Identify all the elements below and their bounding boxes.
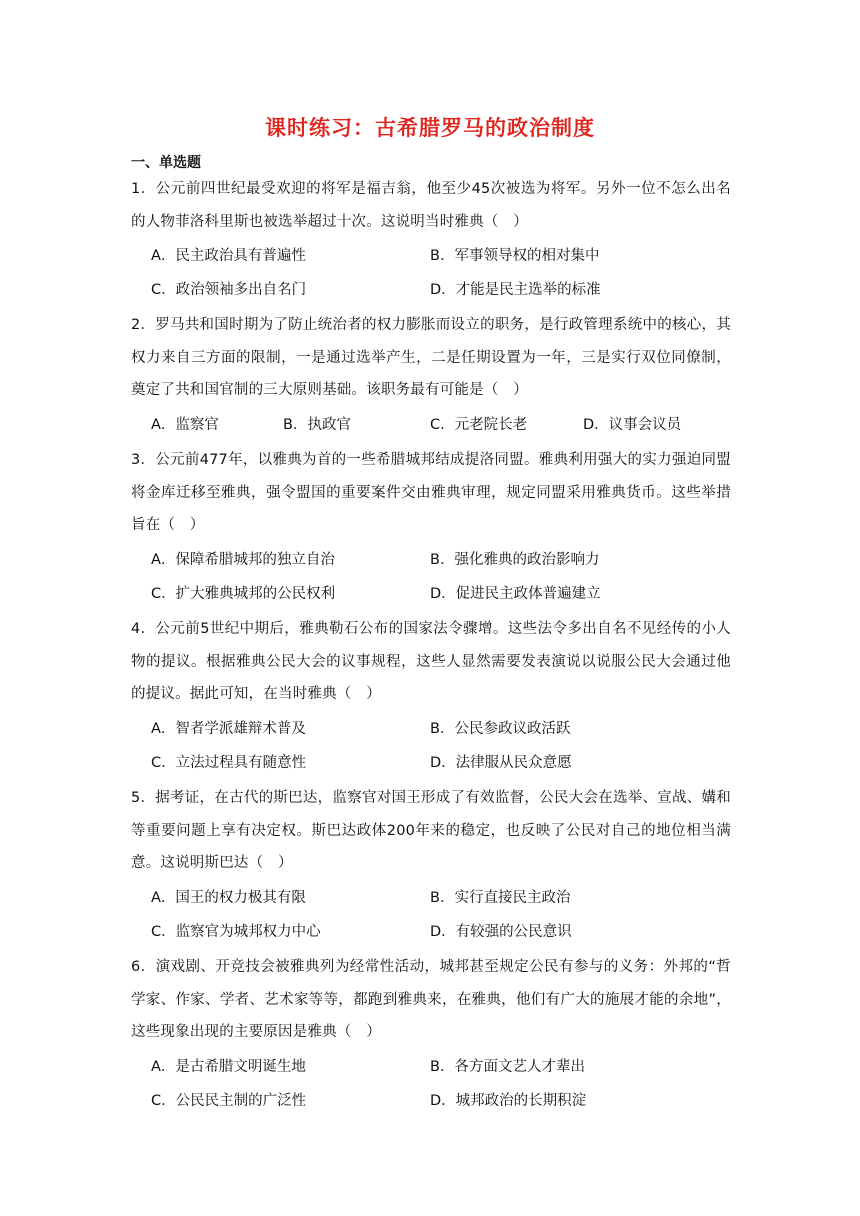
question-6-option-c[interactable]: C．公民民主制的广泛性 xyxy=(151,1093,307,1109)
question-1-option-d[interactable]: D．才能是民主选举的标准 xyxy=(430,282,601,298)
question-4-option-d[interactable]: D．法律服从民众意愿 xyxy=(430,755,572,771)
question-1-option-c[interactable]: C．政治领袖多出自名门 xyxy=(151,282,307,298)
page-title: 课时练习：古希腊罗马的政治制度 xyxy=(265,116,595,140)
question-5-option-d[interactable]: D．有较强的公民意识 xyxy=(430,924,572,940)
question-6-stem: 6．演戏剧、开竞技会被雅典列为经常性活动，城邦甚至规定公民有参与的义务：外邦的“哲学家、作家、学者、艺术家等等，都跑到雅典来，在雅典，他们有广大的施展才能的余地”，这些现象出现的主要原因是雅典（ ） xyxy=(131,959,731,1040)
question-3-option-b[interactable]: B．强化雅典的政治影响力 xyxy=(430,552,600,568)
question-2-option-a[interactable]: A．监察官 xyxy=(151,417,219,433)
question-1-stem: 1．公元前四世纪最受欢迎的将军是福吉翁，他至少45次被选为将军。另外一位不怎么出名的人物菲洛科里斯也被选举超过十次。这说明当时雅典（ ） xyxy=(131,181,731,230)
question-4-option-c[interactable]: C．立法过程具有随意性 xyxy=(151,755,307,771)
section-heading: 一、单选题 xyxy=(131,155,201,171)
question-6-option-d[interactable]: D．城邦政治的长期积淀 xyxy=(430,1093,587,1109)
question-3-option-a[interactable]: A．保障希腊城邦的独立自治 xyxy=(151,552,335,568)
question-5-option-c[interactable]: C．监察官为城邦权力中心 xyxy=(151,924,321,940)
question-5-stem: 5．据考证，在古代的斯巴达，监察官对国王形成了有效监督，公民大会在选举、宣战、媾和等重要问题上享有决定权。斯巴达政体200年来的稳定，也反映了公民对自己的地位相当满意。这说明斯巴达（ ） xyxy=(131,790,731,871)
question-1-option-b[interactable]: B．军事领导权的相对集中 xyxy=(430,248,600,264)
question-5-option-b[interactable]: B．实行直接民主政治 xyxy=(430,890,571,906)
question-5-option-a[interactable]: A．国王的权力极其有限 xyxy=(151,890,306,906)
question-6-option-b[interactable]: B．各方面文艺人才辈出 xyxy=(430,1059,585,1075)
question-4-option-b[interactable]: B．公民参政议政活跃 xyxy=(430,721,571,737)
question-3-option-d[interactable]: D．促进民主政体普遍建立 xyxy=(430,586,601,602)
question-3-option-c[interactable]: C．扩大雅典城邦的公民权利 xyxy=(151,586,336,602)
question-2-stem: 2．罗马共和国时期为了防止统治者的权力膨胀而设立的职务，是行政管理系统中的核心，其权力来自三方面的限制，一是通过选举产生，二是任期设置为一年，三是实行双位同僚制，奠定了共和国官制的三大原则基础。该职务最有可能是（ ） xyxy=(131,317,731,398)
question-1-option-a[interactable]: A．民主政治具有普遍性 xyxy=(151,248,306,264)
question-6-option-a[interactable]: A．是古希腊文明诞生地 xyxy=(151,1059,306,1075)
question-4-stem: 4．公元前5世纪中期后，雅典勒石公布的国家法令骤增。这些法令多出自名不见经传的小人物的提议。根据雅典公民大会的议事规程，这些人显然需要发表演说以说服公民大会通过他的提议。据此可知，在当时雅典（ ） xyxy=(131,621,731,702)
question-3-stem: 3．公元前477年，以雅典为首的一些希腊城邦结成提洛同盟。雅典利用强大的实力强迫同盟将金库迁移至雅典，强令盟国的重要案件交由雅典审理，规定同盟采用雅典货币。这些举措旨在（ ） xyxy=(131,452,731,533)
question-2-option-b[interactable]: B．执政官 xyxy=(283,417,351,433)
question-4-option-a[interactable]: A．智者学派雄辩术普及 xyxy=(151,721,306,737)
question-2-option-c[interactable]: C．元老院长老 xyxy=(430,417,528,433)
question-2-option-d[interactable]: D．议事会议员 xyxy=(583,417,682,433)
